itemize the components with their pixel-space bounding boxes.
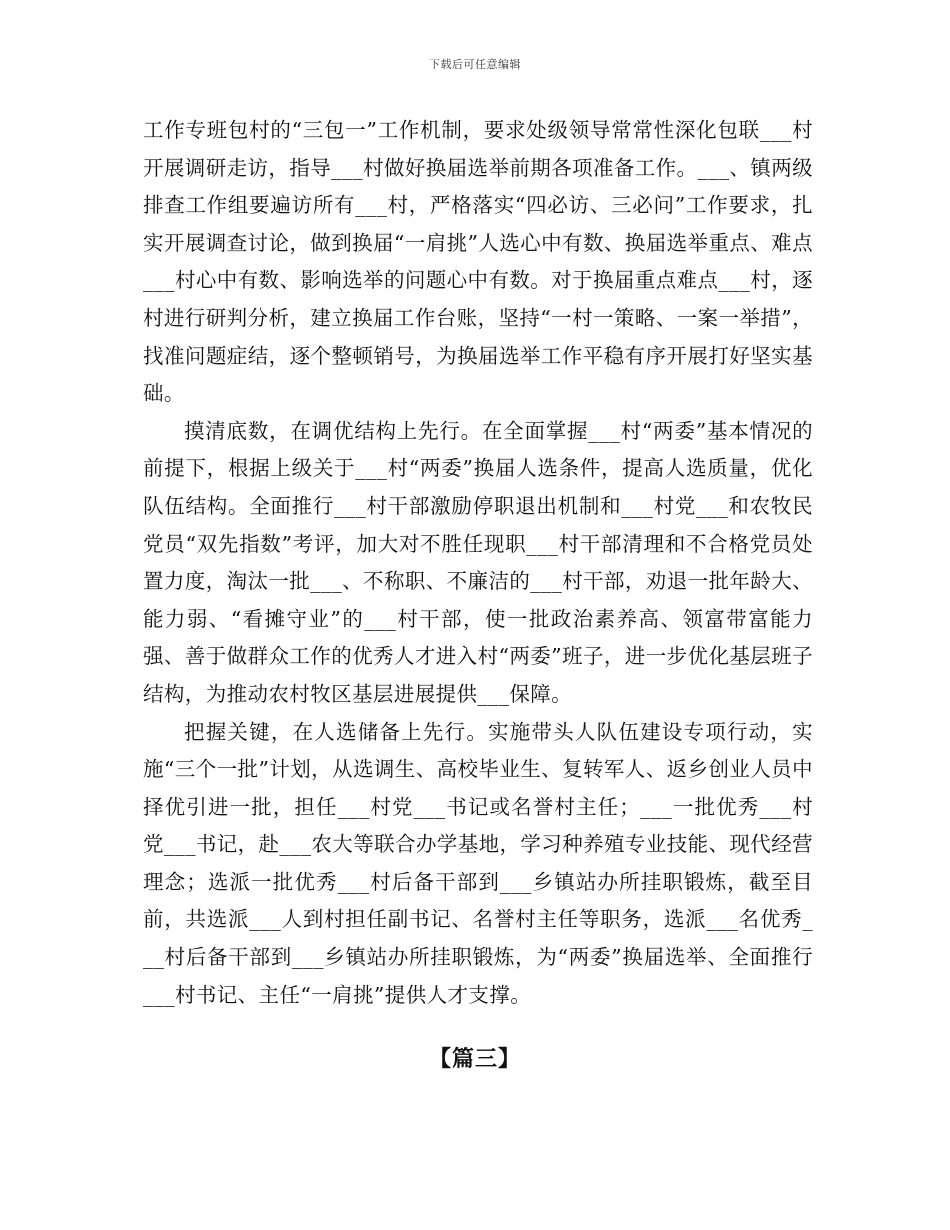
paragraph-structure: 摸清底数，在调优结构上先行。在全面掌握___村“两委”基本情况的前提下，根据上级关于___村“两委”换届人选条件，提高人选质量，优化队伍结构。全面推行___村干部激励停职退出机制和___村党___和农牧民党员“双先指数”考评，加大对不胜任现职___村干部清理和不合格党员处置力度，淘汰一批___、不称职、不廉洁的___村干部，劝退一批年龄大、能力弱、“看摊守业”的___村干部，使一批政治素养高、领富带富能力强、善于做群众工作的优秀人才进入村“两委”班子，进一步优化基层班子结构，为推动农村牧区基层进展提供___保障。 — [143, 418, 813, 706]
paragraph-continuation: 工作专班包村的“三包一”工作机制，要求处级领导常常性深化包联___村开展调研走访，指导___村做好换届选举前期各项准备工作。___、镇两级排查工作组要遍访所有___村，严格落实“四必访、三必问”工作要求，扎实开展调查讨论，做到换届“一肩挑”人选心中有数、换届选举重点、难点___村心中有数、影响选举的问题心中有数。对于换届重点难点___村，逐村进行研判分析，建立换届工作台账，坚持“一村一策略、一案一举措”，找准问题症结，逐个整顿销号，为换届选举工作平稳有序开展打好坚实基础。 — [143, 118, 813, 406]
paragraph-candidate-reserve: 把握关键，在人选储备上先行。实施带头人队伍建设专项行动，实施“三个一批”计划，从选调生、高校毕业生、复转军人、返乡创业人员中择优引进一批，担任___村党___书记或名誉村主任；___一批优秀___村党___书记，赴___农大等联合办学基地，学习种养殖专业技能、现代经营理念；选派一批优秀___村后备干部到___乡镇站办所挂职锻炼，截至目前，共选派___人到村担任副书记、名誉村主任等职务，选派___名优秀___村后备干部到___乡镇站办所挂职锻炼，为“两委”换届选举、全面推行___村书记、主任“一肩挑”提供人才支撑。 — [143, 719, 813, 1007]
document-body — [143, 112, 813, 1014]
section-heading: 【篇三】 — [428, 1046, 521, 1072]
page-header-note: 下载后可任意编辑 — [429, 58, 521, 71]
